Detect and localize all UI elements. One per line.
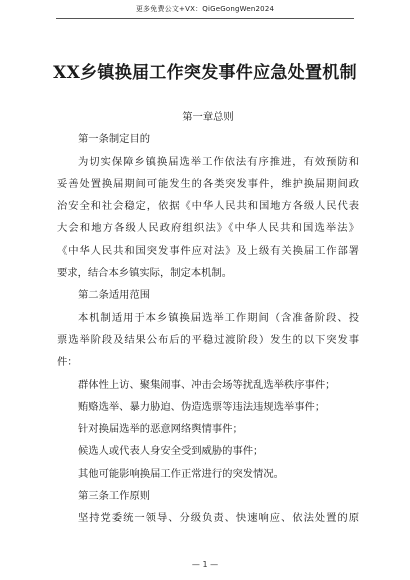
list-item: 贿赂选举、暴力胁迫、伪造选票等违法违规选举事件； <box>78 400 326 413</box>
header-note: 更多免费公文+VX：QiGeGongWen2024 <box>135 5 275 13</box>
list-item: 候选人或代表人身安全受到威胁的事件； <box>78 445 264 458</box>
paragraph-line: 票选举阶段及结果公布后的平稳过渡阶段）发生的以下突发事 <box>57 333 359 346</box>
paragraph-line: 要求，结合本乡镇实际，制定本机制。 <box>57 267 233 280</box>
article-1-heading: 第一条制定目的 <box>78 133 151 146</box>
list-item: 针对换届选举的恶意网络舆情事件； <box>78 423 243 436</box>
chapter-heading: 第一章总则 <box>182 111 234 123</box>
paragraph-line: 本机制适用于本乡镇换届选举工作期间（含准备阶段、投 <box>78 311 359 324</box>
paragraph-line: 为切实保障乡镇换届选举工作依法有序推进，有效预防和 <box>78 155 359 168</box>
paragraph-line: 妥善处置换届期间可能发生的各类突发事件，维护换届期间政 <box>57 177 359 190</box>
paragraph-line: 大会和地方各级人民政府组织法》《中华人民共和国选举法》 <box>57 222 359 235</box>
document-body <box>57 106 359 530</box>
paragraph-line: 治安全和社会稳定，依据《中华人民共和国地方各级人民代表 <box>57 200 359 213</box>
header-divider <box>56 18 354 19</box>
paragraph-line: 《中华人民共和国突发事件应对法》及上级有关换届工作部署 <box>57 244 359 257</box>
list-item: 其他可能影响换届工作正常进行的突发情况。 <box>78 467 284 480</box>
paragraph-line: 坚持党委统一领导、分级负责、快速响应、依法处置的原 <box>78 512 359 525</box>
article-2-heading: 第二条适用范围 <box>78 289 151 302</box>
document-title: XX乡镇换届工作突发事件应急处置机制 <box>53 63 357 83</box>
list-item: 群体性上访、聚集闹事、冲击会场等扰乱选举秩序事件； <box>78 378 336 391</box>
article-3-heading: 第三条工作原则 <box>78 490 151 503</box>
paragraph-line: 件： <box>57 356 78 369</box>
page-number: — 1 — <box>191 560 219 569</box>
